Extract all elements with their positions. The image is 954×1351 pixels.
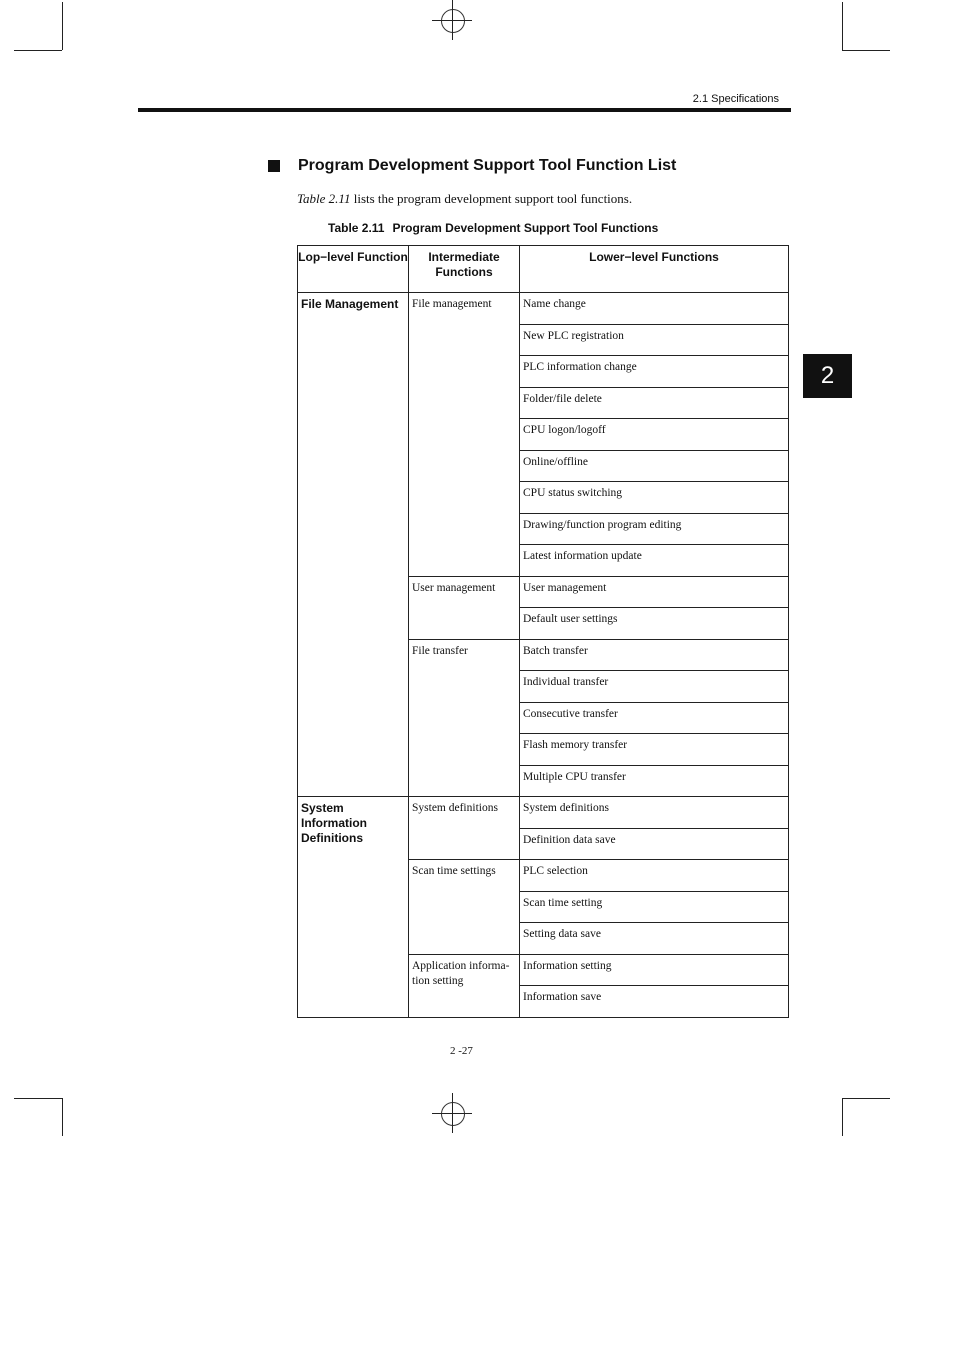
table-reference: Table 2.11 xyxy=(297,191,351,206)
lower-level-cell: PLC information change xyxy=(520,356,789,388)
lower-level-cell: Name change xyxy=(520,293,789,325)
lower-level-cell: Drawing/function program editing xyxy=(520,513,789,545)
lower-level-cell: CPU status switching xyxy=(520,482,789,514)
registration-mark xyxy=(432,20,472,21)
lower-level-cell: Individual transfer xyxy=(520,671,789,703)
intermediate-cell: File management xyxy=(409,293,520,577)
header-top-level: Lop−level Function xyxy=(298,246,409,293)
crop-mark xyxy=(842,50,890,51)
lower-level-cell: Consecutive transfer xyxy=(520,702,789,734)
lower-level-cell: Multiple CPU transfer xyxy=(520,765,789,797)
intermediate-cell: Application informa- tion setting xyxy=(409,954,520,1017)
crop-mark xyxy=(842,2,843,50)
lower-level-cell: Folder/file delete xyxy=(520,387,789,419)
lower-level-cell: Batch transfer xyxy=(520,639,789,671)
lower-level-cell: CPU logon/logoff xyxy=(520,419,789,451)
crop-mark xyxy=(842,1098,890,1099)
lower-level-cell: Default user settings xyxy=(520,608,789,640)
lower-level-cell: New PLC registration xyxy=(520,324,789,356)
lower-level-cell: User management xyxy=(520,576,789,608)
square-bullet-icon xyxy=(268,160,280,172)
section-heading xyxy=(268,157,676,175)
header-intermediate: Intermediate Functions xyxy=(409,246,520,293)
crop-mark xyxy=(14,1098,62,1099)
lower-level-cell: Information setting xyxy=(520,954,789,986)
running-header: 2.1 Specifications xyxy=(692,93,779,105)
header-rule xyxy=(138,108,791,112)
lower-level-cell: Setting data save xyxy=(520,923,789,955)
table-caption-number: Table 2.11 xyxy=(328,221,385,235)
header-lower-level: Lower−level Functions xyxy=(520,246,789,293)
lower-level-cell: PLC selection xyxy=(520,860,789,892)
crop-mark xyxy=(62,1098,63,1136)
lower-level-cell: Scan time setting xyxy=(520,891,789,923)
table-row xyxy=(298,797,789,829)
registration-mark xyxy=(441,9,465,33)
table-body xyxy=(298,293,789,1018)
chapter-tab: 2 xyxy=(803,354,852,398)
lower-level-cell: Online/offline xyxy=(520,450,789,482)
intermediate-cell: System definitions xyxy=(409,797,520,860)
intro-text: lists the program development support tool functions. xyxy=(350,191,633,206)
intermediate-cell: File transfer xyxy=(409,639,520,797)
page-number: 2 -27 xyxy=(450,1045,473,1057)
registration-mark xyxy=(432,1113,472,1114)
crop-mark xyxy=(62,2,63,50)
lower-level-cell: Definition data save xyxy=(520,828,789,860)
registration-mark xyxy=(441,1102,465,1126)
top-level-cell: System Information Definitions xyxy=(298,797,409,1018)
intermediate-cell: User management xyxy=(409,576,520,639)
table-caption-title: Program Development Support Tool Functions xyxy=(392,221,659,235)
intermediate-cell: Scan time settings xyxy=(409,860,520,955)
lower-level-cell: Flash memory transfer xyxy=(520,734,789,766)
section-heading-text: Program Development Support Tool Function List xyxy=(298,157,677,174)
crop-mark xyxy=(842,1098,843,1136)
top-level-cell: File Management xyxy=(298,293,409,797)
table-caption xyxy=(328,221,666,235)
crop-mark xyxy=(14,50,62,51)
function-table xyxy=(297,245,789,1018)
lower-level-cell: Latest information update xyxy=(520,545,789,577)
table-row xyxy=(298,293,789,325)
lower-level-cell: Information save xyxy=(520,986,789,1018)
intro-paragraph xyxy=(297,191,632,207)
lower-level-cell: System definitions xyxy=(520,797,789,829)
